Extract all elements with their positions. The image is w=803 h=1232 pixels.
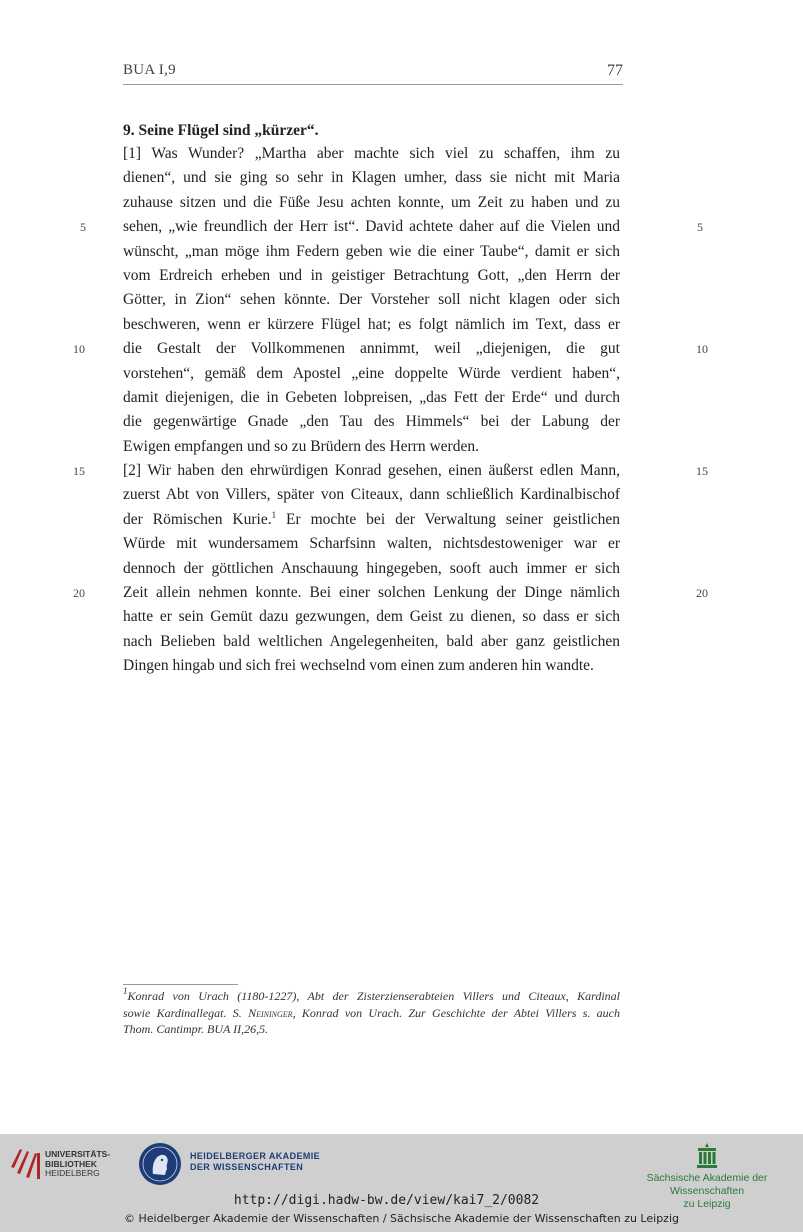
ub-line-2: BIBLIOTHEK [45,1158,97,1169]
text-line: Dingen hingab und sich frei wechselnd vom einen zum anderen hin wandte. [123,657,594,675]
footnote-line [123,1005,620,1022]
footnote-marker: 1 [123,986,128,996]
copyright-notice: © Heidelberger Akademie der Wissenschaften / Sächsische Akademie der Wissenschaften zu Leipzig [123,1212,679,1225]
footnote-reference[interactable]: 1 [271,509,277,520]
text-line: hatte er sein Gemüt dazu gezwungen, dem Geist zu dienen, so dass er sich [123,608,620,626]
running-head [123,62,623,85]
line-number-right: 20 [696,586,708,600]
footnote-text: , Konrad von Urach. Zur Geschichte der Abtei Villers s. auch [292,1005,620,1020]
footnote-author: Neininger [248,1005,293,1020]
line-number-left: 5 [80,220,86,234]
text-line-with-note [123,508,620,532]
text-line: [1] Was Wunder? „Martha aber machte sich viel zu schaffen, ihm zu [123,145,620,162]
university-library-name [45,1150,110,1179]
hadw-line-2: DER WISSENSCHAFTEN [190,1162,304,1172]
text-line: zuerst Abt von Villers, später von Citeaux, dann schließlich Kardinalbischof [123,486,620,504]
line-number-left: 15 [73,464,85,478]
footnote-separator [123,984,238,985]
ub-line-3: HEIDELBERG [45,1168,100,1178]
text-line: die gegenwärtige Gnade „den Tau des Himmels“ bei der Labung der [123,413,620,431]
text-line: [2] Wir haben den ehrwürdigen Konrad gesehen, einen äußerst edlen Mann, [123,462,620,480]
text-line: dennoch der göttlichen Anschauung hingegeben, sooft auch immer er sich [123,559,620,577]
footnote-line [123,988,620,1005]
text-line: Zeit allein nehmen konnte. Bei einer solchen Lenkung der Dinge nämlich [123,584,620,602]
footnote-line: Thom. Cantimpr. BUA II,26,5. [123,1022,269,1036]
academy-name [190,1151,320,1173]
text-line: die Gestalt der Vollkommenen annimmt, weil „diejenigen, die gut [123,340,620,358]
text-line: beschweren, wenn er kürzere Flügel hat; es folgt nämlich im Text, dass er [123,315,620,333]
text-line: Ewigen empfangen und so zu Brüdern des Herrn werden. [123,437,479,455]
text-line-start: der Römischen Kurie. [123,510,272,528]
text-line: nach Belieben bald weltlichen Angelegenheiten, bald aber ganz geistlichen [123,632,620,650]
footnote [123,988,620,1038]
text-line: vom Erdreich erheben und in geistiger Betrachtung Gott, „den Herrn der [123,266,620,284]
viewer-footer [0,1134,803,1232]
saw-line-1: Sächsische Akademie der Wissenschaften [646,1172,768,1197]
text-line: sehen, „wie freundlich der Herr ist“. David achtete daher auf die Vielen und [123,218,620,236]
line-number-right: 5 [697,220,703,234]
text-line: Götter, in Zion“ sehen könnte. Der Vorsteher soll nicht klagen oder sich [123,291,620,309]
saw-line-2: zu Leipzig [683,1198,731,1210]
hadw-line-1: HEIDELBERGER AKADEMIE [190,1151,321,1161]
text-line: damit diejenigen, die in Gebeten lobpreisen, „das Fett der Erde“ und durch [123,388,620,406]
running-head-siglum: BUA I,9 [123,62,176,78]
text-line: vorstehen“, gemäß dem Apostel „eine doppelte Würde verdient haben“, [123,364,620,382]
ub-line-1: UNIVERSITÄTS- [45,1149,111,1159]
text-line: zuhause sitzen und die Füße Jesu achten konnte, um Zeit zu haben und zu [123,193,620,211]
line-number-left: 20 [73,586,85,600]
line-number-left: 10 [73,342,85,356]
body-text [123,142,620,679]
text-line: dienen“, und sie ging so sehr in Klagen umher, dass sie nicht mit Maria [123,169,620,187]
footnote-text: Konrad von Urach (1180-1227), Abt der Zisterzienserabteien Villers und Citeaux, Kardinal [127,989,620,1003]
academy-seal-icon[interactable] [138,1142,182,1186]
line-number-right: 10 [696,342,708,356]
page-number: 77 [607,62,623,79]
footnote-text: sowie Kardinallegat. S. [123,1005,242,1020]
line-number-right: 15 [696,464,708,478]
permalink-url[interactable]: http://digi.hadw-bw.de/view/kai7_2/0082 [233,1193,540,1208]
text-line: wünscht, „man möge ihm Federn geben wie die einer Taube“, damit er sich [123,242,620,260]
saxon-academy-building-icon[interactable] [695,1142,719,1170]
text-line: Würde mit wundersamem Scharfsinn walten, nichtsdestoweniger war er [123,535,620,553]
section-title: 9. Seine Flügel sind „kürzer“. [123,122,319,139]
text-line-rest: Er mochte bei der Verwaltung seiner geistlichen [286,510,621,528]
